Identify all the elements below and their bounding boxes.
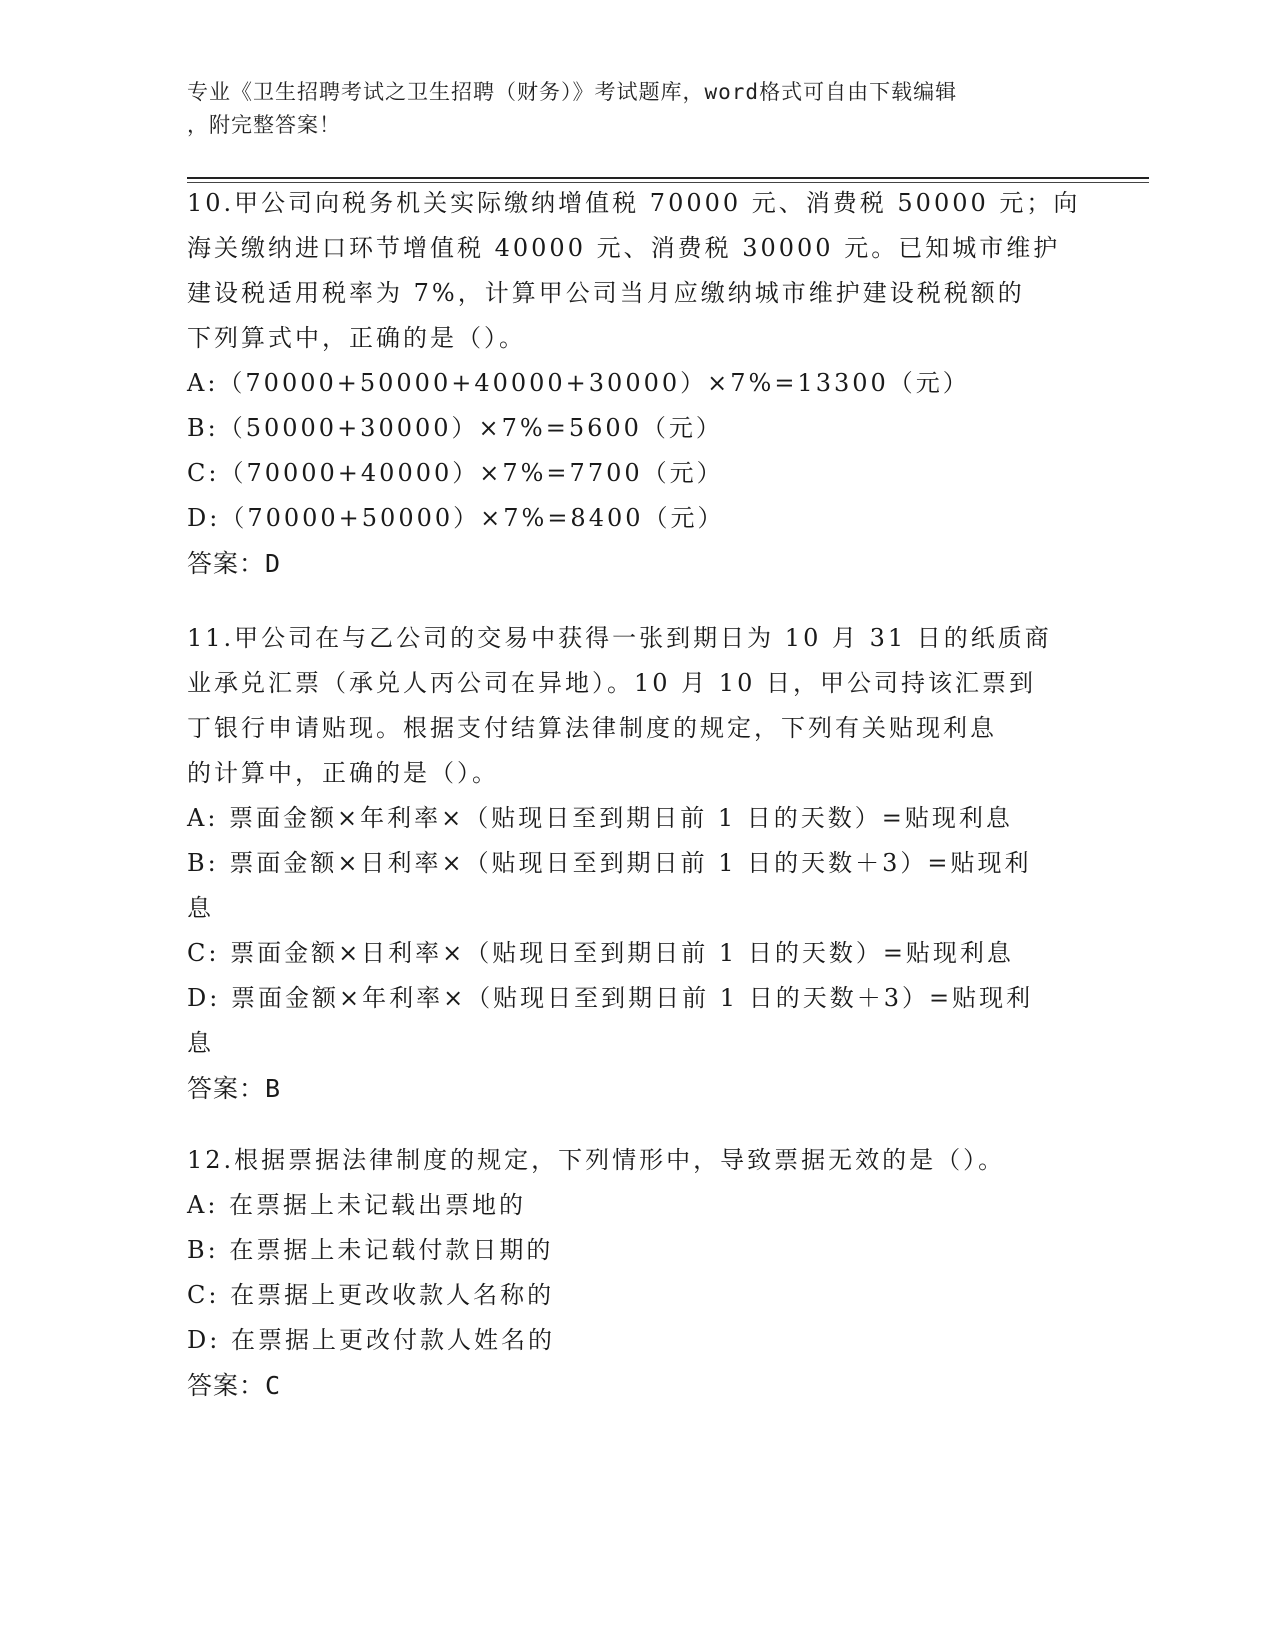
question-line: 10.甲公司向税务机关实际缴纳增值税 70000 元、消费税 50000 元；向: [187, 189, 1081, 217]
option-c: C:（70000+40000）×7%=7700（元）: [187, 459, 724, 487]
question-10: [187, 181, 1087, 586]
header-line-1: 专业《卫生招聘考试之卫生招聘（财务）》考试题库，word格式可自由下载编辑: [187, 80, 958, 104]
option-a: A: 票面金额×年利率×（贴现日至到期日前 1 日的天数）=贴现利息: [187, 804, 1013, 832]
question-line: 业承兑汇票（承兑人丙公司在异地）。10 月 10 日，甲公司持该汇票到: [187, 669, 1036, 697]
question-line: 丁银行申请贴现。根据支付结算法律制度的规定，下列有关贴现利息: [187, 714, 997, 742]
option-a: A: 在票据上未记载出票地的: [187, 1191, 527, 1219]
answer-value: C: [265, 1371, 282, 1400]
document-header: [187, 76, 1067, 142]
header-line-2: ，附完整答案！: [187, 113, 341, 137]
header-divider-thick: [187, 177, 1149, 179]
option-b: B: 在票据上未记载付款日期的: [187, 1236, 554, 1264]
answer-value: B: [265, 1074, 282, 1103]
answer-label: 答案：: [187, 1074, 266, 1103]
option-d: D: 票面金额×年利率×（贴现日至到期日前 1 日的天数＋3）=贴现利: [187, 984, 1034, 1012]
question-line: 的计算中，正确的是（）。: [187, 759, 499, 787]
question-line: 11.甲公司在与乙公司的交易中获得一张到期日为 10 月 31 日的纸质商: [187, 624, 1052, 652]
answer-value: D: [265, 549, 282, 578]
answer-line: [187, 1066, 1087, 1111]
question-line: 海关缴纳进口环节增值税 40000 元、消费税 30000 元。已知城市维护: [187, 234, 1061, 262]
question-line: 下列算式中，正确的是（）。: [187, 324, 526, 352]
question-line: 建设税适用税率为 7%，计算甲公司当月应缴纳城市维护建设税税额的: [187, 279, 1025, 307]
question-line: 12.根据票据法律制度的规定，下列情形中，导致票据无效的是（）。: [187, 1146, 1006, 1174]
option-d: D: 在票据上更改付款人姓名的: [187, 1326, 555, 1354]
question-11: [187, 616, 1087, 1111]
question-12: [187, 1138, 1087, 1408]
option-b-continued: 息: [187, 894, 214, 922]
option-b: B: 票面金额×日利率×（贴现日至到期日前 1 日的天数＋3）=贴现利: [187, 849, 1032, 877]
option-c: C: 票面金额×日利率×（贴现日至到期日前 1 日的天数）=贴现利息: [187, 939, 1014, 967]
option-d: D:（70000+50000）×7%=8400（元）: [187, 504, 725, 532]
option-d-continued: 息: [187, 1029, 214, 1057]
option-b: B:（50000+30000）×7%=5600（元）: [187, 414, 723, 442]
answer-line: [187, 541, 1087, 586]
option-c: C: 在票据上更改收款人名称的: [187, 1281, 555, 1309]
answer-label: 答案：: [187, 549, 266, 578]
answer-label: 答案：: [187, 1371, 266, 1400]
option-a: A:（70000+50000+40000+30000）×7%=13300（元）: [187, 369, 970, 397]
answer-line: [187, 1363, 1087, 1408]
